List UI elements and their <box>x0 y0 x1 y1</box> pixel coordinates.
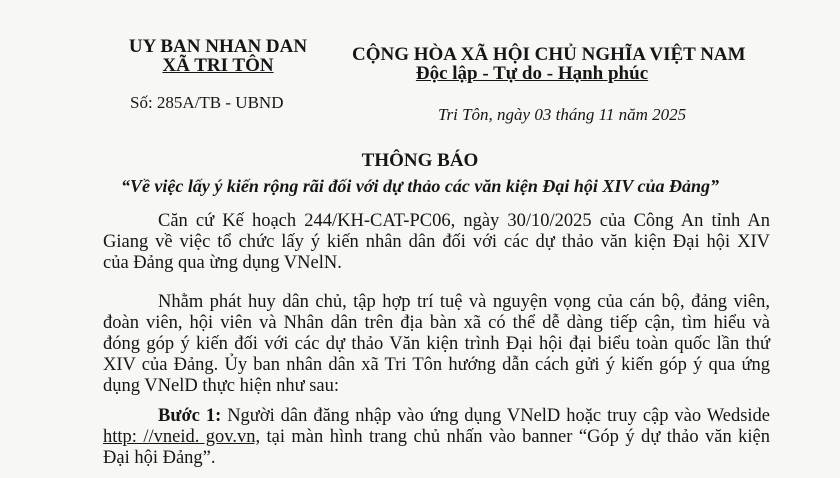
national-title: CỘNG HÒA XÃ HỘI CHỦ NGHĨA VIỆT NAM <box>352 44 746 65</box>
paragraph-line: Căn cứ Kế hoạch 244/KH-CAT-PC06, ngày 30/10/2025 của Công An tỉnh An <box>158 211 770 231</box>
paragraph-line: của Đảng qua ừng dụng VNelN. <box>103 253 342 273</box>
vneid-link[interactable]: http: //vneid. gov.vn, <box>103 427 261 447</box>
issuing-authority: UY BAN NHAN DAN <box>128 36 308 57</box>
place-and-date: Tri Tôn, ngày 03 tháng 11 năm 2025 <box>438 105 687 124</box>
issuing-commune-text: XÃ TRI TÔN <box>162 55 274 76</box>
paragraph-line: Nhằm phát huy dân chủ, tập hợp trí tuệ và nguyện vọng của cán bộ, đảng viên, <box>158 292 770 312</box>
paragraph-line: Giang về việc tổ chức lấy ý kiến nhân dân đối với các dự thảo văn kiện Đại hội XIV <box>103 232 770 252</box>
step-line-1 <box>103 406 770 427</box>
step-line-3: Đại hội Đảng”. <box>103 448 216 468</box>
issuing-commune <box>118 55 318 77</box>
step-text: tại màn hình trang chủ nhấn vào banner “Góp ý dự thảo văn kiện <box>260 427 770 447</box>
step-label: Bước 1: <box>158 406 222 426</box>
paragraph-line: đoàn viên, hội viên và Nhân dân trên địa bàn xã có thể dễ dàng tiếp cận, tìm hiểu và <box>103 313 770 333</box>
paragraph-purpose <box>103 292 770 397</box>
paragraph-legal-basis <box>103 211 770 274</box>
paragraph-line: XIV của Đảng. Ủy ban nhân dân xã Tri Tôn hướng dẫn cách gửi ý kiến góp ý qua ứng <box>103 355 770 375</box>
reference-number: Số: 285A/TB - UBND <box>130 93 284 112</box>
paragraph-line: dụng VNelD thực hiện như sau: <box>103 376 340 396</box>
national-motto: Độc lập - Tự do - Hạnh phúc <box>415 63 649 84</box>
step-text: Người dân đăng nhập vào ứng dụng VNelD hoặc truy cập vào Wedside <box>221 406 770 426</box>
document-title: THÔNG BÁO <box>361 150 479 171</box>
paragraph-line: đóng góp ý kiến đối với các dự thảo Văn kiện trình Đại hội đại biểu toàn quốc lần thứ <box>103 334 770 354</box>
paragraph-step-1 <box>103 406 770 469</box>
document-subject: “Về việc lấy ý kiến rộng rãi đối với dự thảo các văn kiện Đại hội XIV của Đảng” <box>120 176 720 196</box>
step-line-2 <box>103 427 770 448</box>
